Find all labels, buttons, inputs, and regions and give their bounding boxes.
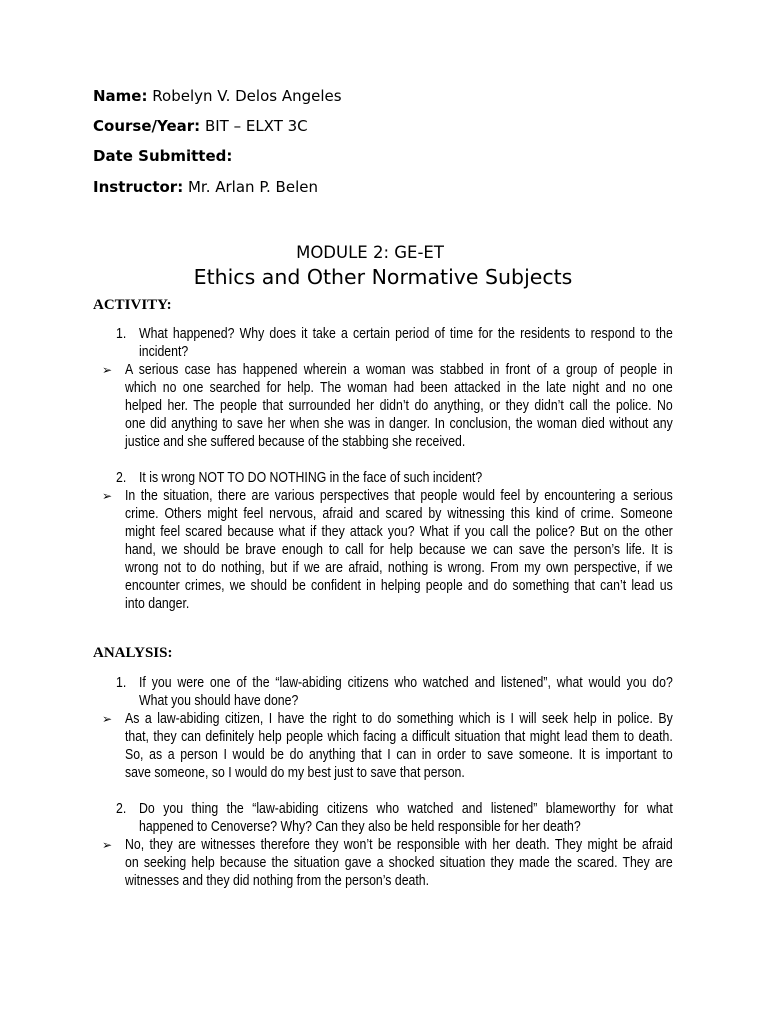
name-label: Name: xyxy=(93,87,148,105)
course-year-row xyxy=(93,116,308,136)
question-line: What you should have done? xyxy=(139,692,299,709)
name-value: Robelyn V. Delos Angeles xyxy=(152,87,342,105)
question-line: What happened? Why does it take a certain period of time for the residents to respond to the xyxy=(139,325,673,342)
answer-line: So, as a person I would be do anything that I can in order to save someone. It is important to xyxy=(125,746,673,763)
answer-line: into danger. xyxy=(125,595,190,612)
answer-line: A serious case has happened wherein a woman was stabbed in front of a group of people in xyxy=(125,361,673,378)
answer-line: on seeking help because the situation gave a shocked situation they made the scared. They are xyxy=(125,854,673,871)
item-number: 2. xyxy=(116,800,127,817)
question-line: It is wrong NOT TO DO NOTHING in the face of such incident? xyxy=(139,469,483,486)
instructor-value: Mr. Arlan P. Belen xyxy=(187,178,318,196)
answer-line: which no one searched for help. The woman had been attacked in the late night and no one xyxy=(125,379,673,396)
answer-line: one did anything to save her when she was in danger. In conclusion, the woman died without any xyxy=(125,415,673,432)
answer-line: No, they are witnesses therefore they won’t be responsible with her death. They might be afraid xyxy=(125,836,673,853)
answer-line: helped her. The people that surrounded her didn’t do anything, or they didn’t call the police. No xyxy=(125,397,673,414)
answer-line: that, they can definitely help people which facing a difficult situation that might lead them to death. xyxy=(125,728,673,745)
item-number: 2. xyxy=(116,469,127,486)
answer-line: save someone, so I would do my best just to save that person. xyxy=(125,764,465,781)
module-title: MODULE 2: GE-ET xyxy=(296,243,444,262)
answer-line: might feel scared because what if they attack you? What if you call the police? But on the other xyxy=(125,523,673,540)
arrowhead-bullet-icon xyxy=(102,487,112,505)
name-row xyxy=(93,86,342,106)
section-heading-activity: ACTIVITY: xyxy=(93,297,172,313)
answer-line: justice and she suffered because of the stabbing she received. xyxy=(125,433,466,450)
date-submitted-row xyxy=(93,146,232,166)
answer-line: crime. Others might feel nervous, afraid and scared by witnessing this kind of crime. Someone xyxy=(125,505,673,522)
question-line: incident? xyxy=(139,343,189,360)
date-submitted-label: Date Submitted: xyxy=(93,147,233,165)
item-number: 1. xyxy=(116,674,127,691)
question-line: If you were one of the “law-abiding citizens who watched and listened”, what would you do? xyxy=(139,674,673,691)
instructor-label: Instructor: xyxy=(93,178,184,196)
answer-line: hand, we should be brave enough to call for help because we can save the person’s life. It is xyxy=(125,541,673,558)
course-year-value: BIT – ELXT 3C xyxy=(204,117,308,135)
answer-line: As a law-abiding citizen, I have the right to do something which is I will seek help in police. By xyxy=(125,710,673,727)
subject-title: Ethics and Other Normative Subjects xyxy=(193,265,573,289)
instructor-row xyxy=(93,177,318,197)
arrowhead-bullet-icon xyxy=(102,836,112,854)
course-year-label: Course/Year: xyxy=(93,117,201,135)
answer-line: witnesses and they did nothing from the person’s death. xyxy=(125,872,430,889)
answer-line: wrong not to do nothing, but if we are afraid, nothing is wrong. From my own perspective, if we xyxy=(125,559,673,576)
item-number: 1. xyxy=(116,325,127,342)
section-heading-analysis: ANALYSIS: xyxy=(93,645,173,661)
answer-line: In the situation, there are various perspectives that people would feel by encountering a serious xyxy=(125,487,673,504)
answer-line: encounter crimes, we should be confident in helping people and do something that can’t lead us xyxy=(125,577,673,594)
question-line: Do you thing the “law-abiding citizens who watched and listened” blameworthy for what xyxy=(139,800,673,817)
arrowhead-bullet-icon xyxy=(102,361,112,379)
question-line: happened to Cenoverse? Why? Can they also be held responsible for her death? xyxy=(139,818,581,835)
arrowhead-bullet-icon xyxy=(102,710,112,728)
